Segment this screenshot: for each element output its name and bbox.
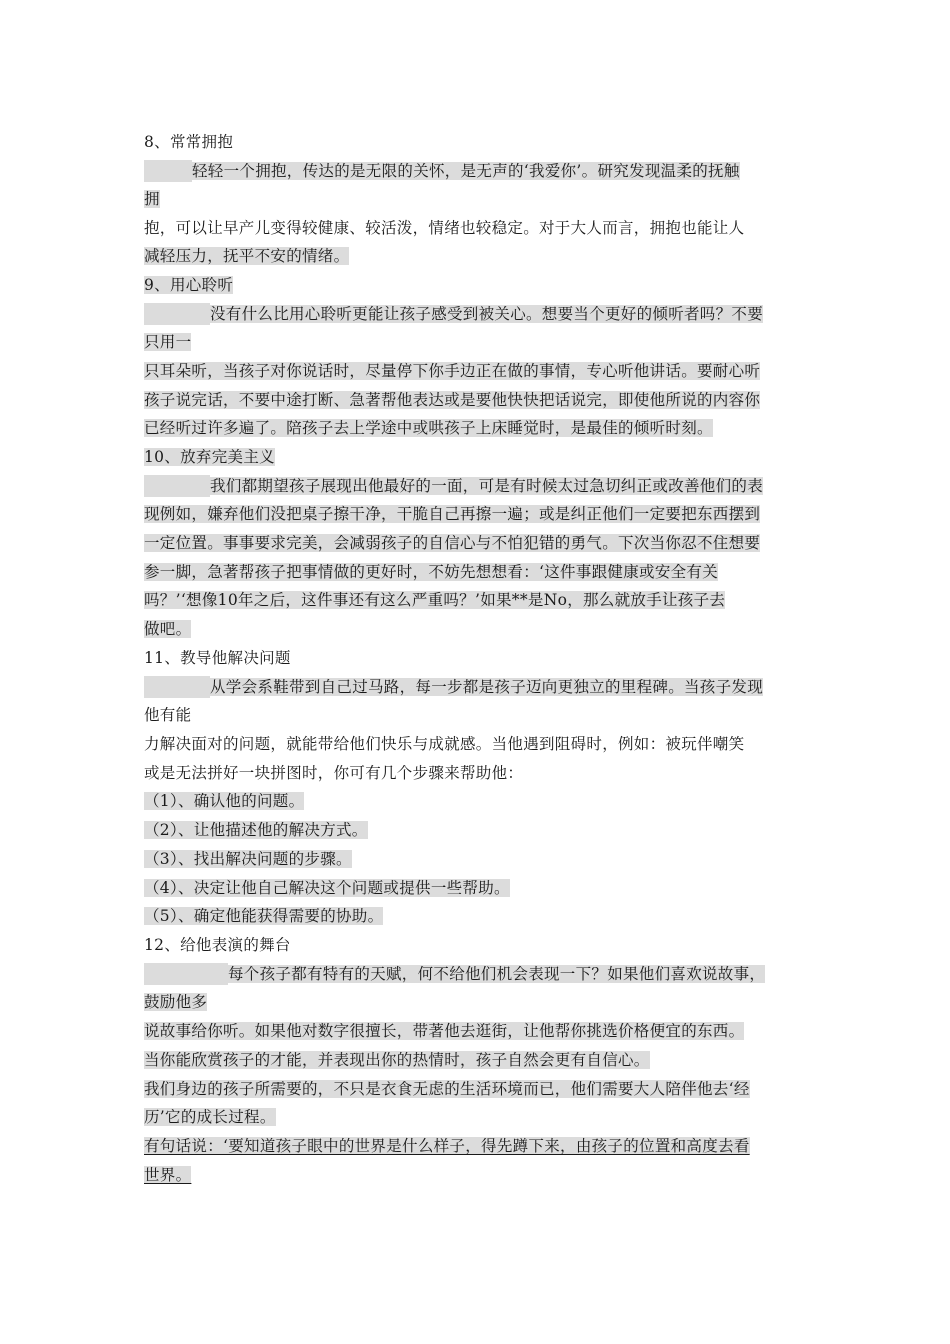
paragraph-line: 没有什么比用心聆听更能让孩子感受到被关心。想要当个更好的倾听者吗？不要 bbox=[144, 303, 763, 325]
section-heading: 12、给他表演的舞台 bbox=[144, 936, 291, 954]
paragraph-line: 力解决面对的问题，就能带给他们快乐与成就感。当他遇到阻碍时，例如：被玩伴嘲笑 bbox=[144, 735, 745, 753]
section-heading: 11、教导他解决问题 bbox=[144, 649, 291, 667]
paragraph-line: 我们都期望孩子展现出他最好的一面，可是有时候太过急切纠正或改善他们的表 bbox=[144, 475, 763, 497]
paragraph-line: 做吧。 bbox=[144, 620, 192, 638]
paragraph-line: 一定位置。事事要求完美，会减弱孩子的自信心与不怕犯错的勇气。下次当你忍不住想要 bbox=[144, 534, 761, 552]
paragraph-line: 只用一 bbox=[144, 333, 192, 351]
paragraph-line: 参一脚，急著帮孩子把事情做的更好时，不妨先想想看：‘这件事跟健康或安全有关 bbox=[144, 563, 719, 581]
paragraph-line: 鼓励他多 bbox=[144, 993, 208, 1011]
paragraph-line: 或是无法拼好一块拼图时，你可有几个步骤来帮助他： bbox=[144, 764, 524, 782]
paragraph-line: 抱，可以让早产儿变得较健康、较活泼，情绪也较稳定。对于大人而言，拥抱也能让人 bbox=[144, 219, 745, 237]
quote-line: 有句话说：‘要知道孩子眼中的世界是什么样子，得先蹲下来，由孩子的位置和高度去看 bbox=[144, 1137, 750, 1155]
list-item: （5）、确定他能获得需要的协助。 bbox=[144, 907, 384, 925]
paragraph-line: 从学会系鞋带到自己过马路，每一步都是孩子迈向更独立的里程碑。当孩子发现 bbox=[144, 676, 763, 698]
list-item: （2）、让他描述他的解决方式。 bbox=[144, 821, 368, 839]
quote-line: 世界。 bbox=[144, 1166, 192, 1184]
section-heading: 9、用心聆听 bbox=[144, 276, 234, 294]
paragraph-line: 只耳朵听，当孩子对你说话时，尽量停下你手边正在做的事情，专心听他讲话。要耐心听 bbox=[144, 362, 761, 380]
paragraph-line: 历’它的成长过程。 bbox=[144, 1108, 276, 1126]
section-heading: 10、放弃完美主义 bbox=[144, 448, 275, 466]
section-heading: 8、常常拥抱 bbox=[144, 133, 234, 151]
paragraph-line: 轻轻一个拥抱，传达的是无限的关怀，是无声的‘我爱你’。研究发现温柔的抚触 bbox=[144, 160, 740, 182]
paragraph-line: 已经听过许多遍了。陪孩子去上学途中或哄孩子上床睡觉时，是最佳的倾听时刻。 bbox=[144, 419, 713, 437]
paragraph-line: 说故事给你听。如果他对数字很擅长，带著他去逛街，让他帮你挑选价格便宜的东西。 bbox=[144, 1022, 745, 1040]
paragraph-line: 现例如，嫌弃他们没把桌子擦干净，干脆自己再擦一遍；或是纠正他们一定要把东西摆到 bbox=[144, 505, 761, 523]
paragraph-line: 孩子说完话，不要中途打断、急著帮他表达或是要他快快把话说完，即使他所说的内容你 bbox=[144, 391, 761, 409]
list-item: （3）、找出解决问题的步骤。 bbox=[144, 850, 352, 868]
paragraph-line: 减轻压力，抚平不安的情绪。 bbox=[144, 247, 350, 265]
paragraph-line: 每个孩子都有特有的天赋，何不给他们机会表现一下？如果他们喜欢说故事， bbox=[144, 963, 765, 985]
paragraph-line: 当你能欣赏孩子的才能，并表现出你的热情时，孩子自然会更有自信心。 bbox=[144, 1051, 650, 1069]
paragraph-line: 拥 bbox=[144, 190, 160, 208]
paragraph-line: 我们身边的孩子所需要的，不只是衣食无虑的生活环境而已，他们需要大人陪伴他去‘经 bbox=[144, 1080, 750, 1098]
paragraph-line: 吗？’‘想像10年之后，这件事还有这么严重吗？’如果**是No，那么就放手让孩子去 bbox=[144, 591, 726, 609]
list-item: （4）、决定让他自己解决这个问题或提供一些帮助。 bbox=[144, 879, 510, 897]
list-item: （1）、确认他的问题。 bbox=[144, 792, 305, 810]
paragraph-line: 他有能 bbox=[144, 706, 192, 724]
